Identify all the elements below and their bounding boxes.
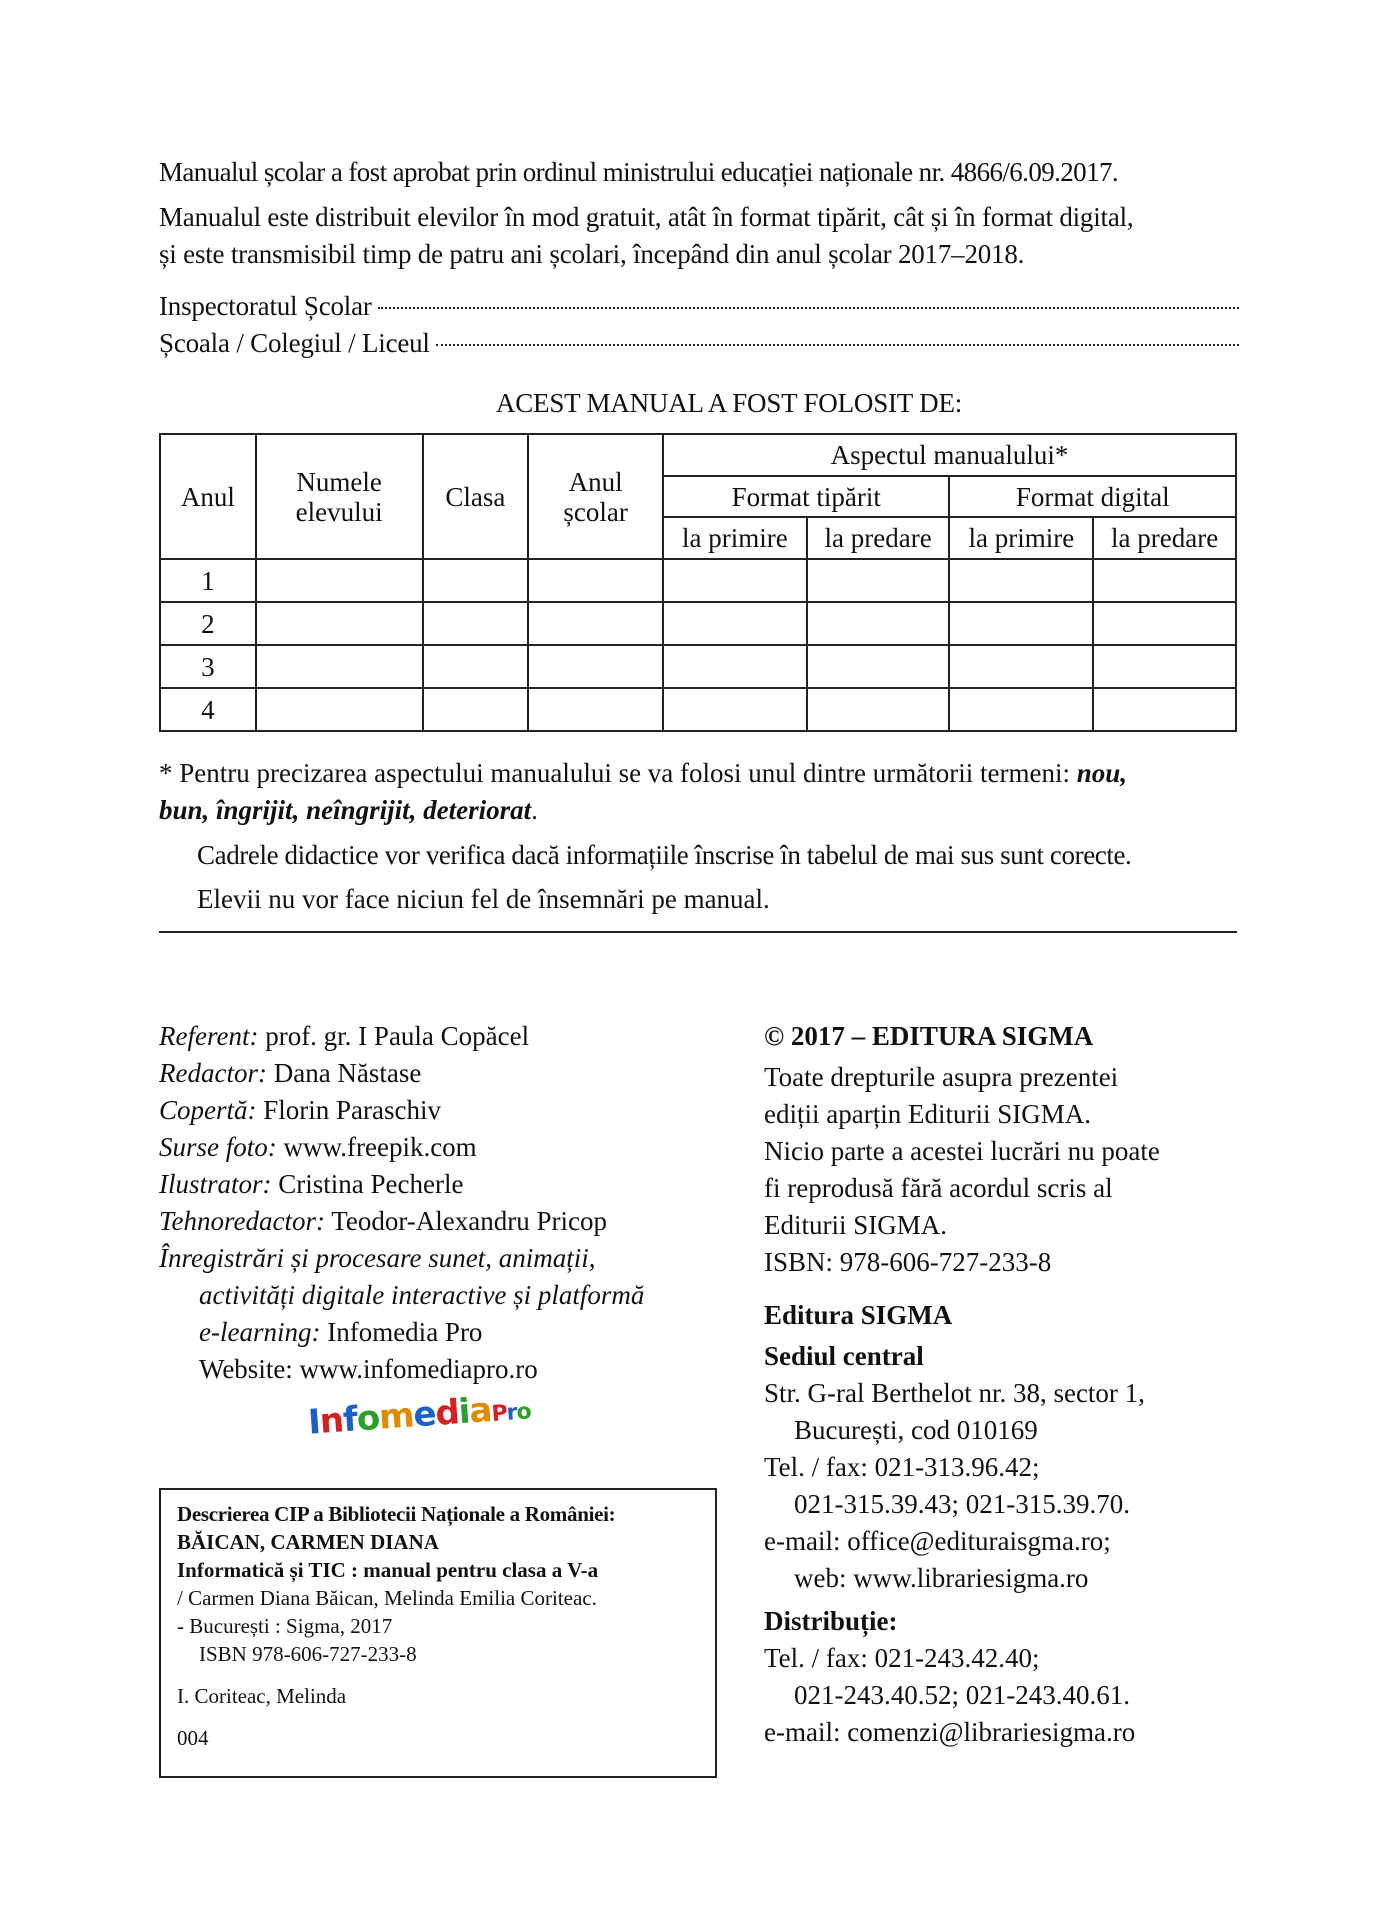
- footnote: [159, 755, 1239, 792]
- cell: [663, 645, 807, 688]
- credit-inregistrari-2: [159, 1277, 719, 1314]
- distrib-email-line: e-mail: comenzi@librariesigma.ro: [764, 1717, 1136, 1747]
- rights-line: fi reprodusă fără acordul scris al: [764, 1173, 1113, 1203]
- cell: [528, 559, 663, 602]
- cell: [256, 559, 423, 602]
- cell: [256, 688, 423, 731]
- infomedia-logo: InfomediaPro: [306, 1390, 532, 1443]
- rights-line: ediții aparțin Editurii SIGMA.: [764, 1099, 1091, 1129]
- cip-classification: 004: [177, 1726, 209, 1750]
- cell: [256, 602, 423, 645]
- header-la-predare-digital: la predare: [1093, 517, 1236, 559]
- header-clasa: Clasa: [423, 434, 529, 559]
- cell: [1093, 602, 1236, 645]
- row-number: 4: [160, 688, 256, 731]
- credit-value: Cristina Pecherle: [278, 1169, 464, 1199]
- distributie-heading: Distribuție:: [764, 1606, 898, 1636]
- credit-referent: [159, 1018, 719, 1055]
- approval-line: Manualul școlar a fost aprobat prin ordinul ministrului educației naționale nr. 4866/6.09.2017.: [159, 157, 1119, 187]
- cell: [423, 645, 529, 688]
- credit-website: Website: www.infomediapro.ro: [199, 1354, 538, 1384]
- address-line: București, cod 010169: [794, 1415, 1038, 1445]
- cip-heading: Descrierea CIP a Bibliotecii Naționale a României:: [177, 1502, 616, 1526]
- cell: [528, 688, 663, 731]
- cip-publisher: - București : Sigma, 2017: [177, 1614, 393, 1638]
- table-row: [160, 602, 1236, 645]
- header-anul-scolar: [528, 434, 663, 559]
- cell: [949, 602, 1093, 645]
- credit-value: Teodor-Alexandru Pricop: [331, 1206, 608, 1236]
- notes: [159, 755, 1239, 918]
- credit-redactor: [159, 1055, 719, 1092]
- header-la-primire-digital: la primire: [949, 517, 1093, 559]
- footnote-text: * Pentru precizarea aspectului manualului se va folosi unul dintre următorii termeni:: [159, 758, 1077, 788]
- cell: [807, 688, 950, 731]
- scoala-dotted-line: [436, 344, 1239, 346]
- credit-inregistrari-1: [159, 1240, 719, 1277]
- rights-line: Editurii SIGMA.: [764, 1210, 948, 1240]
- cell: [423, 559, 529, 602]
- credit-coperta: [159, 1092, 719, 1129]
- credits: [159, 1018, 719, 1388]
- header-anul: Anul: [160, 434, 256, 559]
- cell: [663, 602, 807, 645]
- cip-coauthor: I. Coriteac, Melinda: [177, 1684, 347, 1708]
- footnote-line2: [159, 792, 1239, 829]
- cip-box: [159, 1488, 717, 1778]
- cip-isbn: ISBN 978-606-727-233-8: [199, 1642, 417, 1666]
- intro-paragraph: [159, 154, 1239, 273]
- row-number: 3: [160, 645, 256, 688]
- distribution-line: Manualul este distribuit elevilor în mod gratuit, atât în format tipărit, cât și în format digital,: [159, 202, 1134, 232]
- table-row: [160, 559, 1236, 602]
- header-format-tiparit: Format tipărit: [663, 476, 949, 517]
- divider: [159, 931, 1237, 933]
- usage-table: [159, 433, 1237, 732]
- table-title: ACEST MANUAL A FOST FOLOSIT DE:: [495, 388, 963, 418]
- credit-value: Dana Năstase: [273, 1058, 422, 1088]
- copyright: © 2017 – EDITURA SIGMA: [764, 1021, 1094, 1051]
- students-note: Elevii nu vor face niciun fel de însemnări pe manual.: [197, 884, 770, 914]
- cell: [528, 645, 663, 688]
- row-number: 2: [160, 602, 256, 645]
- scoala-field: [159, 325, 1239, 362]
- credit-label: Redactor:: [159, 1058, 267, 1088]
- email-line: e-mail: office@edituraisgma.ro;: [764, 1526, 1111, 1556]
- cell: [1093, 688, 1236, 731]
- cell: [1093, 559, 1236, 602]
- credit-ilustrator: [159, 1166, 719, 1203]
- inspectorat-dotted-line: [378, 307, 1239, 309]
- sediu-heading: Sediul central: [764, 1341, 924, 1371]
- transmission-line: și este transmisibil timp de patru ani școlari, începând din anul școlar 2017–2018.: [159, 239, 1025, 269]
- table-row: [160, 645, 1236, 688]
- header-anul-scolar-line1: Anul: [568, 466, 623, 497]
- distrib-phone-line: Tel. / fax: 021-243.42.40;: [764, 1643, 1040, 1673]
- cip-author: BĂICAN, CARMEN DIANA: [177, 1530, 439, 1554]
- cell: [663, 559, 807, 602]
- credit-label: Copertă:: [159, 1095, 257, 1125]
- cell: [807, 602, 950, 645]
- rights-line: Nicio parte a acestei lucrări nu poate: [764, 1136, 1160, 1166]
- credit-value: prof. gr. I Paula Copăcel: [265, 1021, 530, 1051]
- address-line: Str. G-ral Berthelot nr. 38, sector 1,: [764, 1378, 1145, 1408]
- header-numele: [256, 434, 423, 559]
- cell: [1093, 645, 1236, 688]
- publisher-name: Editura SIGMA: [764, 1300, 953, 1330]
- credit-value: Infomedia Pro: [327, 1317, 483, 1347]
- publisher-info: [764, 1018, 1234, 1751]
- cell: [949, 559, 1093, 602]
- credit-label: e-learning:: [199, 1317, 321, 1347]
- header-anul-scolar-line2: școlar: [563, 496, 628, 527]
- credit-label: Referent:: [159, 1021, 259, 1051]
- web-line: web: www.librariesigma.ro: [794, 1563, 1089, 1593]
- credit-label: Tehnoredactor:: [159, 1206, 325, 1236]
- header-aspect: Aspectul manualului*: [663, 434, 1236, 476]
- row-number: 1: [160, 559, 256, 602]
- header-la-primire-tiparit: la primire: [663, 517, 807, 559]
- credit-label: Ilustrator:: [159, 1169, 272, 1199]
- rights-line: Toate drepturile asupra prezentei: [764, 1062, 1119, 1092]
- credit-label: Surse foto:: [159, 1132, 277, 1162]
- distrib-phone-line: 021-243.40.52; 021-243.40.61.: [794, 1680, 1130, 1710]
- inspectorat-field: [159, 288, 1239, 325]
- teachers-note: Cadrele didactice vor verifica dacă informațiile înscrise în tabelul de mai sus sunt corecte.: [197, 840, 1132, 870]
- cip-authors: / Carmen Diana Băican, Melinda Emilia Coriteac.: [177, 1586, 597, 1610]
- phone-line: 021-315.39.43; 021-315.39.70.: [794, 1489, 1130, 1519]
- cell: [807, 645, 950, 688]
- credit-value: Florin Paraschiv: [263, 1095, 441, 1125]
- header-format-digital: Format digital: [949, 476, 1236, 517]
- credit-value: www.freepik.com: [283, 1132, 477, 1162]
- header-la-predare-tiparit: la predare: [807, 517, 950, 559]
- cell: [423, 688, 529, 731]
- credit-label: activități digitale interactive și platformă: [199, 1280, 645, 1310]
- cell: [949, 688, 1093, 731]
- footnote-terms-2: bun, îngrijit, neîngrijit, deteriorat: [159, 795, 532, 825]
- footnote-terms-1: nou,: [1076, 758, 1128, 788]
- isbn: ISBN: 978-606-727-233-8: [764, 1247, 1052, 1277]
- footnote-end: .: [531, 795, 538, 825]
- credit-surse: [159, 1129, 719, 1166]
- cell: [807, 559, 950, 602]
- cell: [663, 688, 807, 731]
- credit-label: Înregistrări și procesare sunet, animații,: [159, 1243, 596, 1273]
- scoala-label: Școala / Colegiul / Liceul: [159, 328, 430, 358]
- inspectorat-label: Inspectoratul Școlar: [159, 291, 372, 321]
- header-numele-line1: Numele: [296, 466, 382, 497]
- header-numele-line2: elevului: [295, 496, 383, 527]
- cell: [256, 645, 423, 688]
- credit-inregistrari-3: [159, 1314, 719, 1351]
- table-row: [160, 688, 1236, 731]
- cell: [423, 602, 529, 645]
- school-fields: [159, 288, 1239, 362]
- credit-tehnoredactor: [159, 1203, 719, 1240]
- cell: [949, 645, 1093, 688]
- cip-title: Informatică și TIC : manual pentru clasa a V-a: [177, 1558, 599, 1582]
- phone-line: Tel. / fax: 021-313.96.42;: [764, 1452, 1040, 1482]
- cell: [528, 602, 663, 645]
